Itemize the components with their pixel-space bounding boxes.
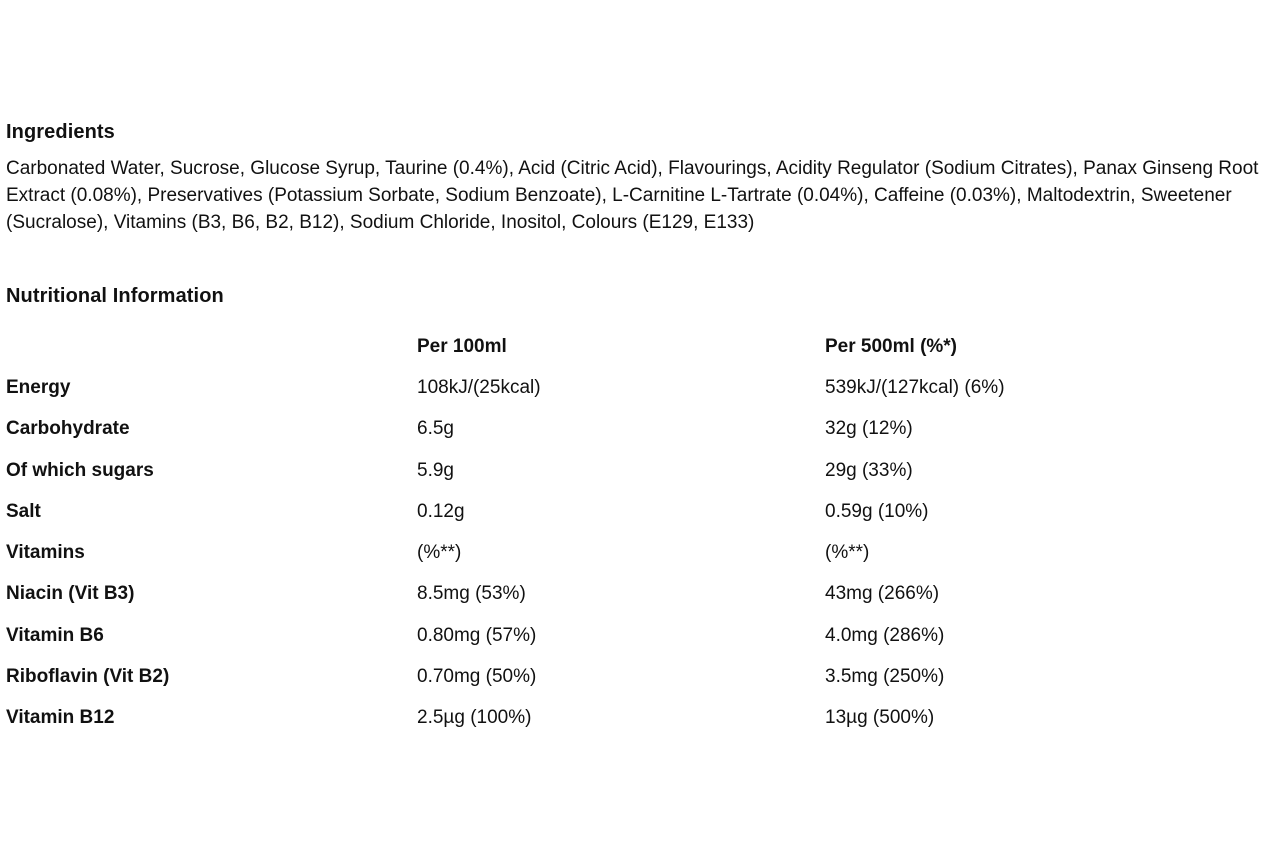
per-100ml-value: 0.80mg (57%): [417, 624, 537, 646]
nutrition-label-document: [6, 0, 1268, 853]
table-header-row: [6, 326, 1268, 367]
table-row: [6, 409, 1268, 450]
table-row: [6, 656, 1268, 697]
per-500ml-value: 32g (12%): [825, 418, 913, 440]
per-500ml-value: 4.0mg (286%): [825, 624, 945, 646]
table-row: [6, 532, 1268, 573]
per-100ml-value: 2.5µg (100%): [417, 707, 532, 729]
table-row: [6, 615, 1268, 656]
nutrition-table: [6, 326, 1268, 739]
per-500ml-value: 539kJ/(127kcal) (6%): [825, 376, 1005, 398]
nutrient-name: Of which sugars: [6, 459, 154, 481]
nutrient-name: Vitamin B6: [6, 624, 104, 646]
per-500ml-value: 29g (33%): [825, 459, 913, 481]
per-100ml-value: 108kJ/(25kcal): [417, 376, 541, 398]
table-row: [6, 491, 1268, 532]
per-500ml-value: 13µg (500%): [825, 707, 935, 729]
column-header-per-100ml: Per 100ml: [417, 335, 507, 357]
table-row: [6, 367, 1268, 408]
per-500ml-value: (%**): [825, 542, 870, 564]
nutritional-information-heading: Nutritional Information: [6, 285, 224, 307]
per-100ml-value: (%**): [417, 542, 462, 564]
table-row: [6, 574, 1268, 615]
ingredients-heading: Ingredients: [6, 121, 115, 143]
column-header-nutrient: [6, 326, 417, 367]
nutrient-name: Niacin (Vit B3): [6, 583, 135, 605]
per-500ml-value: 0.59g (10%): [825, 500, 929, 522]
per-100ml-value: 8.5mg (53%): [417, 583, 526, 605]
nutrient-name: Energy: [6, 376, 71, 398]
per-100ml-value: 6.5g: [417, 418, 454, 440]
per-500ml-value: 43mg (266%): [825, 583, 940, 605]
nutrient-name: Vitamin B12: [6, 707, 115, 729]
nutrient-name: Carbohydrate: [6, 418, 130, 440]
per-100ml-value: 0.70mg (50%): [417, 666, 537, 688]
per-100ml-value: 0.12g: [417, 500, 465, 522]
column-header-per-500ml: Per 500ml (%*): [825, 335, 958, 357]
nutrient-name: Vitamins: [6, 542, 85, 564]
ingredients-text: Carbonated Water, Sucrose, Glucose Syrup, Taurine (0.4%), Acid (Citric Acid), Flavourings, Acidity Regulator (Sodium Citrates), Panax Ginseng Root Extract (0.08%), Preservatives (Potassium Sorbate, Sodium Benzoate), L-Carnitine L-Tartrate (0.04%), Caffeine (0.03%), Maltodextrin, Sweetener (Sucralose), Vitamins (B3, B6, B2, B12), Sodium Chloride, Inositol, Colours (E129, E133): [6, 158, 1259, 233]
per-100ml-value: 5.9g: [417, 459, 454, 481]
per-500ml-value: 3.5mg (250%): [825, 666, 945, 688]
table-row: [6, 698, 1268, 739]
table-row: [6, 450, 1268, 491]
nutrient-name: Riboflavin (Vit B2): [6, 666, 170, 688]
nutrient-name: Salt: [6, 500, 41, 522]
